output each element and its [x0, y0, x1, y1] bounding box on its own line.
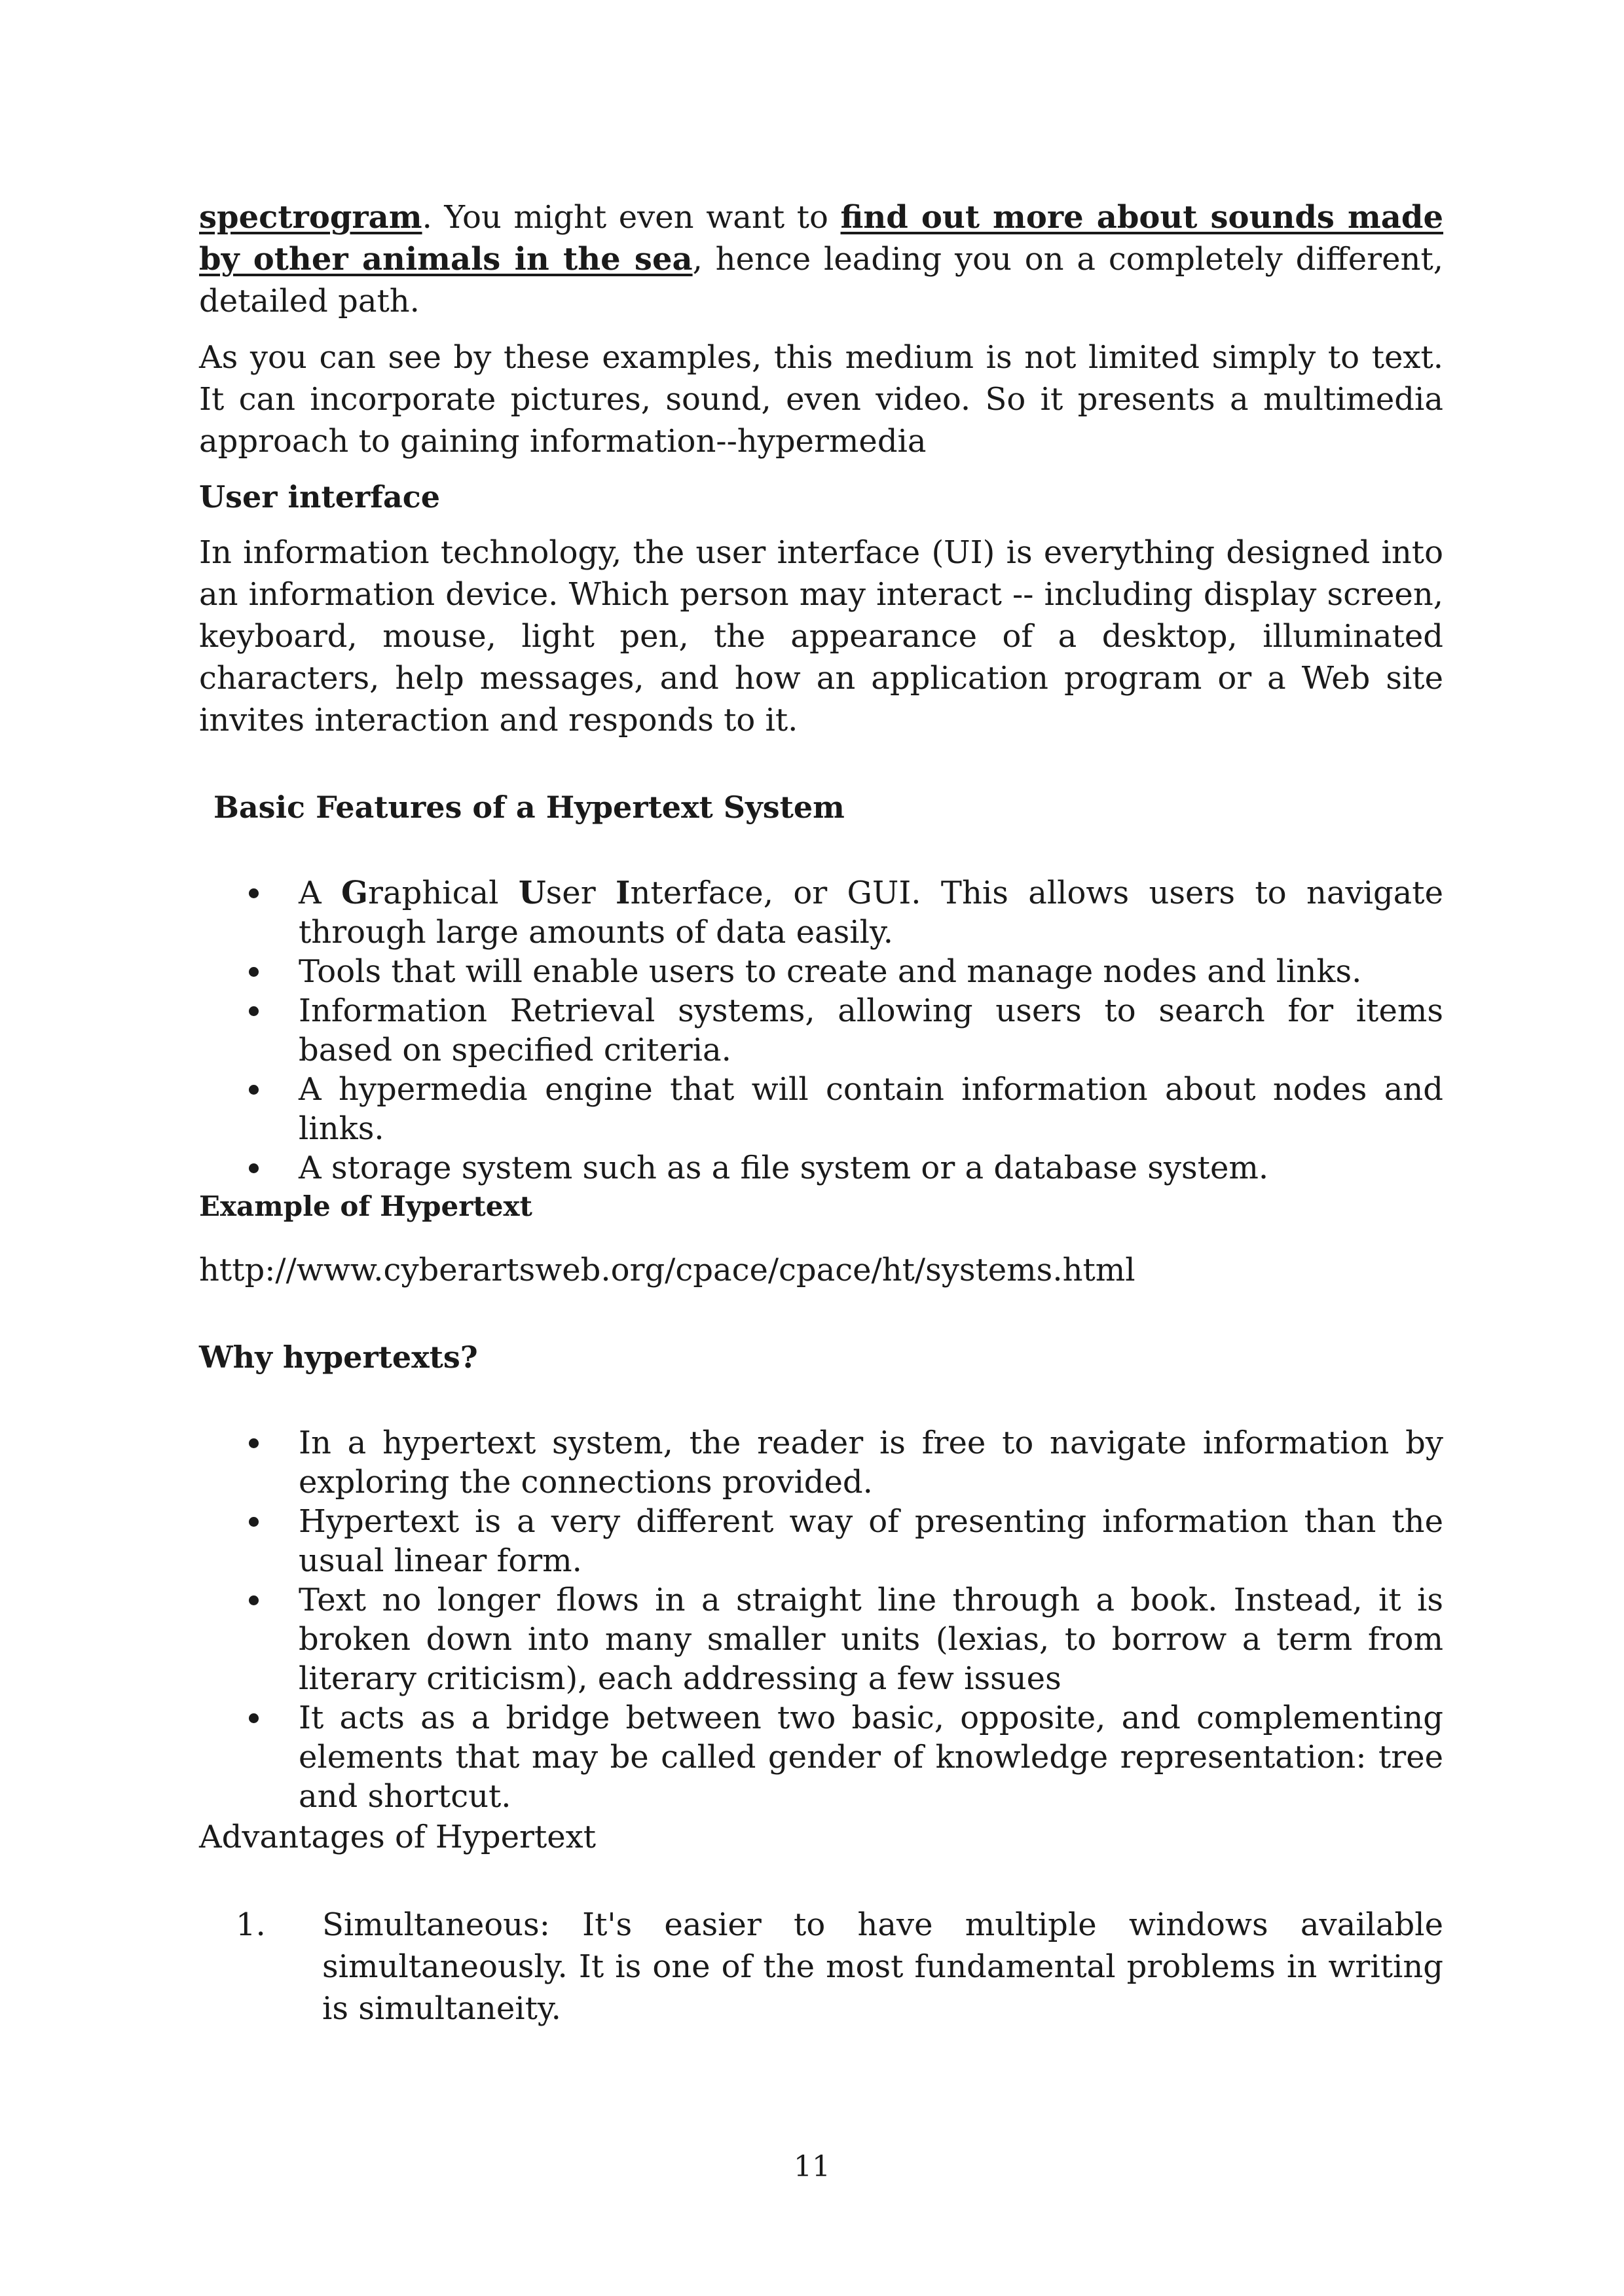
page-number: 11: [794, 2150, 830, 2183]
bullet-icon: [249, 1713, 259, 1723]
list-item: Information Retrieval systems, allowing users to search for items based on specified criteria.: [199, 991, 1443, 1070]
spectrogram-link[interactable]: spectrogram: [199, 199, 422, 236]
bullet-icon: [249, 1163, 259, 1173]
multimedia-paragraph: As you can see by these examples, this medium is not limited simply to text. It can incorporate pictures, sound, even video. So it presents a multimedia approach to gaining information--hypermedia: [199, 339, 1443, 460]
list-item: Hypertext is a very different way of presenting information than the usual linear form.: [199, 1502, 1443, 1580]
why-hypertexts-heading: Why hypertexts?: [199, 1339, 478, 1375]
bullet-icon: [249, 1517, 259, 1527]
list-item: In a hypertext system, the reader is free to navigate information by exploring the connections provided.: [199, 1423, 1443, 1502]
bullet-icon: [249, 1438, 259, 1448]
sea-animals-link[interactable]: find out more about sounds made by other animals in the sea: [199, 199, 1444, 278]
why-list: [199, 1423, 1443, 1816]
bullet-icon: [249, 1006, 259, 1016]
advantages-heading: Advantages of Hypertext: [199, 1819, 596, 1855]
features-list: [199, 873, 1443, 1188]
list-item: It acts as a bridge between two basic, opposite, and complementing elements that may be called gender of knowledge representation: tree and shortcut.: [199, 1698, 1443, 1816]
example-heading: Example of Hypertext: [199, 1190, 532, 1222]
user-interface-heading: User interface: [199, 479, 441, 515]
list-item: A storage system such as a file system or a database system.: [199, 1148, 1443, 1188]
list-item: Tools that will enable users to create and manage nodes and links.: [199, 952, 1443, 991]
list-number: 1.: [236, 1906, 266, 1943]
user-interface-paragraph: In information technology, the user interface (UI) is everything designed into an information device. Which person may interact -- including display screen, keyboard, mouse, light pen, the appearance of a desktop, illuminated characters, help messages, and how an application program or a Web site invites interaction and responds to it.: [199, 534, 1443, 738]
bullet-icon: [249, 1085, 259, 1095]
list-item: 1. Simultaneous: It's easier to have multiple windows available simultaneously. It is one of the most fundamental problems in writing is simultaneity.: [199, 1904, 1443, 2030]
list-item: A hypermedia engine that will contain information about nodes and links.: [199, 1070, 1443, 1148]
list-item: Text no longer flows in a straight line through a book. Instead, it is broken down into many smaller units (lexias, to borrow a term from literary criticism), each addressing a few issues: [199, 1580, 1443, 1698]
bullet-icon: [249, 967, 259, 977]
intro-text-2: , hence leading you on a completely different, detailed path.: [199, 241, 1443, 319]
bullet-icon: [249, 1595, 259, 1605]
list-item: A Graphical User Interface, or GUI. This allows users to navigate through large amounts of data easily.: [199, 873, 1443, 952]
page-content: [199, 196, 1443, 2030]
bullet-icon: [249, 888, 259, 898]
intro-paragraph: [199, 196, 1443, 322]
advantages-list: [199, 1904, 1443, 2030]
basic-features-heading: Basic Features of a Hypertext System: [213, 790, 845, 825]
intro-text-1: . You might even want to: [422, 199, 841, 236]
example-url[interactable]: http://www.cyberartsweb.org/cpace/cpace/ht/systems.html: [199, 1252, 1135, 1288]
